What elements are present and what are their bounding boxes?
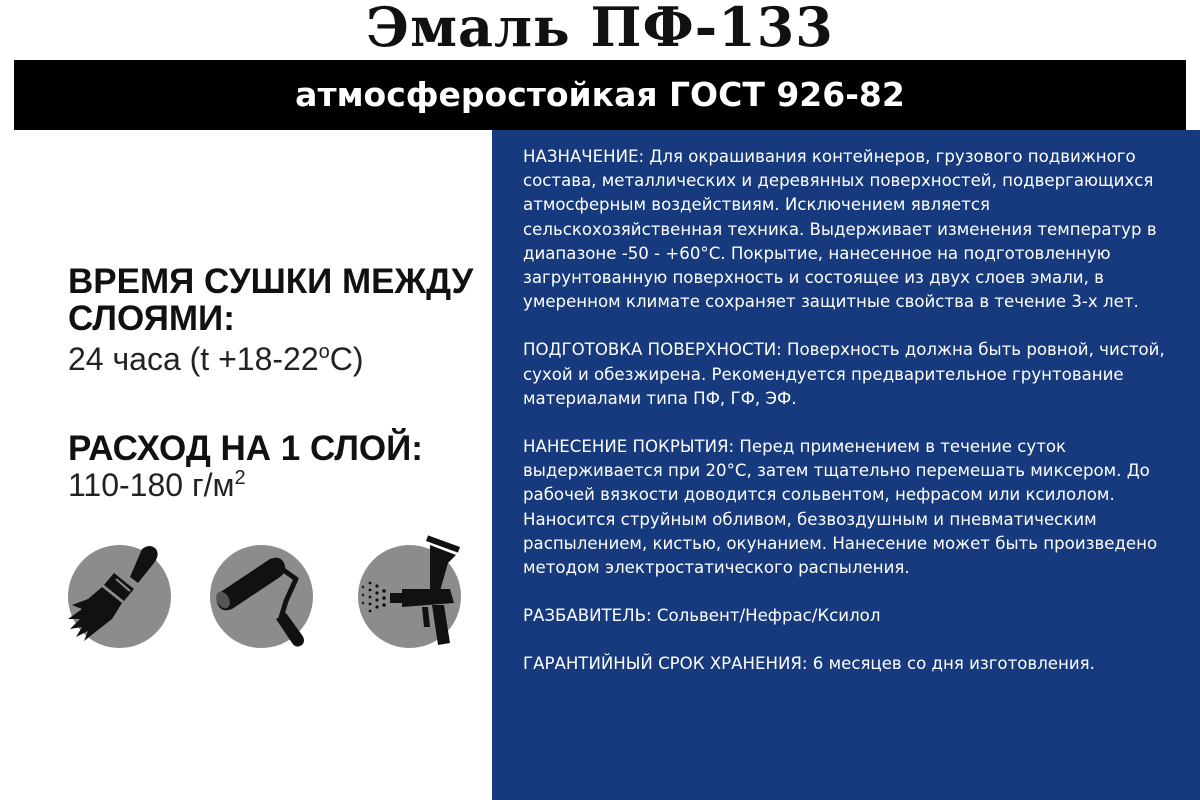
surface-prep-paragraph: ПОДГОТОВКА ПОВЕРХНОСТИ: Поверхность должна быть ровной, чистой, сухой и обезжирена. Рекомендуется предварительное грунтование материалами типа ПФ, ГФ, ЭФ. [523,340,1165,408]
paint-roller-icon [210,545,313,648]
product-title: Эмаль ПФ-133 [366,0,834,59]
description-text [523,145,1183,701]
shelf-life-paragraph: ГАРАНТИЙНЫЙ СРОК ХРАНЕНИЯ: 6 месяцев со дня изготовления. [523,654,1095,674]
consumption-value: 110-180 $г/м^2$ [68,467,246,503]
description-panel [492,130,1200,800]
consumption-heading: РАСХОД НА 1 СЛОЙ: [68,429,423,468]
application-methods-icons [68,545,468,661]
product-subtitle-banner: атмосферостойкая ГОСТ 926-82 [14,60,1186,130]
drying-time-value: 24 часа $(t +18-22^оС)$ [68,341,364,377]
purpose-paragraph: НАЗНАЧЕНИЕ: Для окрашивания контейнеров, грузового подвижного состава, металлических и деревянных поверхностей, подвергающихся атмосферным воздействиям. Исключением является сельскохозяйственная техника. Выдерживает изменения температур в диапазоне -50 - +60°С. Покрытие, нанесенное на подготовленную загрунтованную поверхность и состоящее из двух слоев эмали, в умеренном климате сохраняет защитные свойства в течение 3-х лет. [523,147,1157,312]
spray-gun-icon [358,545,461,648]
drying-time-heading: ВРЕМЯ СУШКИ МЕЖДУ СЛОЯМИ: [68,262,474,338]
specs-panel [0,130,492,800]
paintbrush-icon [68,545,171,648]
thinner-paragraph: РАЗБАВИТЕЛЬ: Сольвент/Нефрас/Ксилол [523,606,881,626]
application-paragraph: НАНЕСЕНИЕ ПОКРЫТИЯ: Перед применением в течение суток выдерживается при 20°С, затем тщательно перемешать миксером. До рабочей вязкости доводится сольвентом, нефрасом или ксилолом. Наносится струйным обливом, безвоздушным и пневматическим распылением, кистью, окунанием. Нанесение может быть произведено методом электростатического распыления. [523,437,1158,578]
